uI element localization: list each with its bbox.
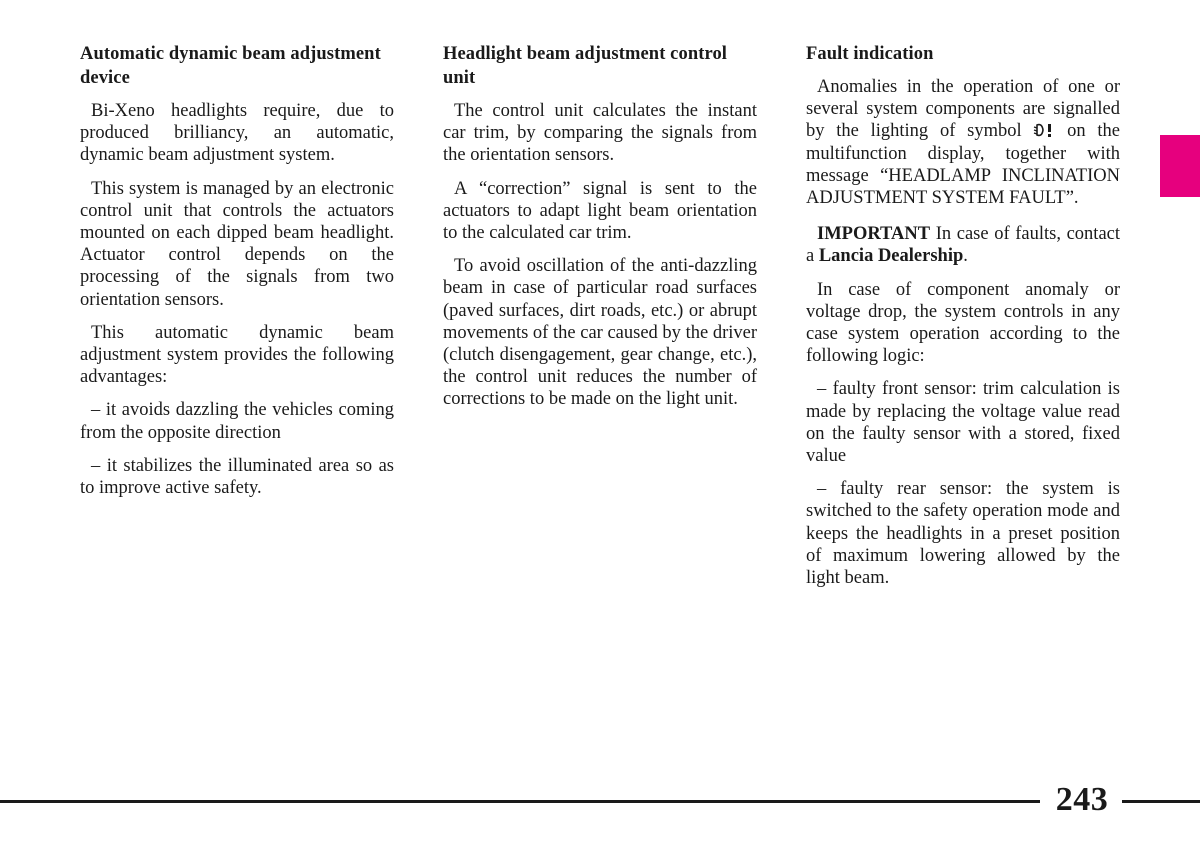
paragraph: This system is managed by an electronic control unit that controls the actuators mounted on each dipped beam headlight. Actuator control depends on the processing of the signals from two orientation sensors. [80,178,394,310]
column-3 [806,42,1120,600]
dealer-name: Lancia Dealership [818,246,964,267]
important-text: In case of faults, contact a [806,224,1120,267]
list-item: – faulty front sensor: trim calculation is made by replacing the voltage value read on the faulty sensor with a stored, fixed value [806,379,1120,467]
page-number: 243 [1055,781,1109,818]
footer-rule-left [0,800,1040,803]
paragraph: This automatic dynamic beam adjustment system provides the following advantages: [80,322,394,388]
paragraph-text: on the multifunction display, together with message “HEADLAMP INCLINATION ADJUSTMENT SYSTEM FAULT”. [806,121,1121,209]
list-item: – faulty rear sensor: the system is switched to the safety operation mode and keeps the headlights in a preset position of maximum lowering allowed by the light beam. [806,479,1120,589]
paragraph: A “correction” signal is sent to the actuators to adapt light beam orientation to the calculated car trim. [443,178,757,244]
section-heading: Fault indication [806,44,934,64]
paragraph: The control unit calculates the instant car trim, by comparing the signals from the orientation sensors. [443,101,757,166]
important-note: IMPORTANT In case of faults, contact a Lancia Dealership. [806,224,1120,267]
section-heading: Headlight beam adjustment control unit [443,44,728,88]
paragraph: In case of component anomaly or voltage drop, the system controls in any case system operation according to the following logic: [806,279,1120,367]
footer-rule-right [1122,800,1200,803]
column-1 [80,42,394,510]
paragraph: To avoid oscillation of the anti-dazzling beam in case of particular road surfaces (paved surfaces, dirt roads, etc.) or abrupt movements of the car caused by the driver (clutch disengagement, gear change, etc.), the control unit reduces the number of corrections to be made on the light unit. [443,256,757,410]
headlamp-levelling-fault-icon [1033,122,1055,138]
list-item: – it avoids dazzling the vehicles coming from the opposite direction [80,400,394,443]
list-item: – it stabilizes the illuminated area so as to improve active safety. [80,455,394,499]
paragraph [806,76,1120,209]
column-2 [443,42,757,422]
paragraph: Bi-Xeno headlights require, due to produced brilliancy, an automatic, dynamic beam adjustment system. [80,101,394,166]
important-label: IMPORTANT [817,224,931,245]
section-heading: Automatic dynamic beam adjustment device [80,44,381,88]
section-tab-marker [1160,135,1200,197]
paragraph-text: Anomalies in the operation of one or several system components are signalled by the lighting of symbol [806,77,1120,142]
